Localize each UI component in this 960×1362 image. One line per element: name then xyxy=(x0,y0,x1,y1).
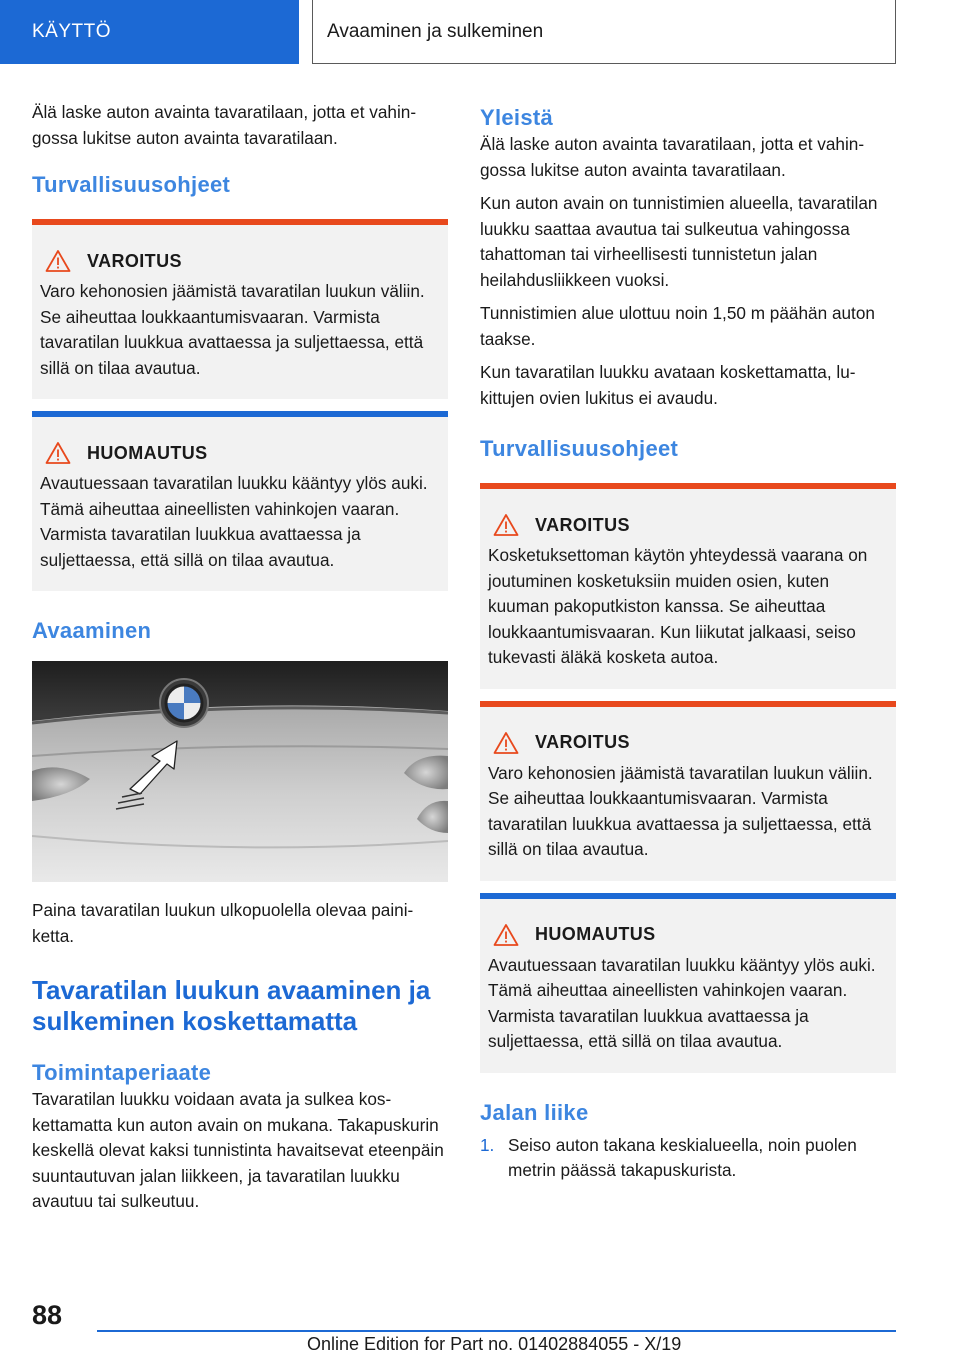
warning-head xyxy=(488,513,888,537)
list-item-text: Seiso auton takana keskialueella, noin puolen metrin päässä takapuskurista. xyxy=(508,1134,857,1180)
general-paragraph-2: Kun auton avain on tunnistimien alueella, tavaratilan luukku saattaa avautua tai sulkeutua vahingossa tahattoman tai virheellisesti tunnistetun jalan heilahdusliikkeen vuoksi. xyxy=(480,193,878,290)
warning-triangle-icon xyxy=(493,923,519,947)
warning-title: VAROITUS xyxy=(535,732,630,752)
warning-triangle-icon xyxy=(45,249,71,273)
notice-head xyxy=(40,441,440,465)
header-section-tab xyxy=(0,0,299,64)
notice-box xyxy=(480,893,896,1073)
warning-title: VAROITUS xyxy=(87,250,182,271)
trunk-button-photo xyxy=(32,661,448,882)
right-safety-heading: Turvallisuusohjeet xyxy=(480,436,679,461)
photo-caption: Paina tavaratilan luukun ulkopuolella olevaa painiketta. xyxy=(32,900,414,946)
warning-title: VAROITUS xyxy=(535,514,630,535)
footer-rule xyxy=(97,1330,896,1332)
general-paragraph-3: Tunnistimien alue ulottuu noin 1,50 m päähän auton taakse. xyxy=(480,303,875,349)
notice-text: Avautuessaan tavaratilan luukku kääntyy ylös auki. Tämä aiheuttaa aineellisten vahinkojen vaaran. Varmista tavaratilan luukkua avattaessa ja suljettaessa, että sillä on tilaa avautua. xyxy=(40,473,428,570)
header-chapter-title xyxy=(312,0,896,64)
header-section-label: KÄYTTÖ xyxy=(32,21,112,42)
principle-heading: Toimintaperiaate xyxy=(32,1060,212,1085)
header-chapter-label: Avaaminen ja sulkeminen xyxy=(327,21,544,42)
foot-motion-heading: Jalan liike xyxy=(480,1099,589,1125)
main-heading: Tavaratilan luukun avaaminen ja sulkeminen koskettamatta xyxy=(32,975,431,1036)
notice-title: HUOMAUTUS xyxy=(535,924,656,944)
right-column xyxy=(480,100,896,1184)
warning-head xyxy=(488,731,888,755)
warning-box xyxy=(480,483,896,689)
left-intro: Älä laske auton avainta tavaratilaan, jotta et vahingossa lukitse auton avainta tavaratilaan. xyxy=(32,102,417,148)
warning-head xyxy=(40,249,440,273)
page-number: 88 xyxy=(32,1300,63,1330)
warning-text: Varo kehonosien jäämistä tavaratilan luukun väliin. Se aiheuttaa loukkaantumisvaaran. Varmista tavaratilan luukkua avattaessa ja suljettaessa, että sillä on tilaa avautua. xyxy=(40,281,425,378)
left-safety-heading: Turvallisuusohjeet xyxy=(32,172,231,197)
general-paragraph-1: Älä laske auton avainta tavaratilaan, jotta et vahingossa lukitse auton avainta tavaratilaan. xyxy=(480,134,865,180)
warning-triangle-icon xyxy=(45,441,71,465)
notice-title: HUOMAUTUS xyxy=(87,442,208,463)
warning-triangle-icon xyxy=(493,731,519,755)
warning-text: Varo kehonosien jäämistä tavaratilan luukun väliin. Se aiheuttaa loukkaantumisvaaran. Varmista tavaratilan luukkua avattaessa ja suljettaessa, että sillä on tilaa avautua. xyxy=(488,762,873,859)
notice-text: Avautuessaan tavaratilan luukku kääntyy ylös auki. Tämä aiheuttaa aineellisten vahinkojen vaaran. Varmista tavaratilan luukkua avattaessa ja suljettaessa, että sillä on tilaa avautua. xyxy=(488,954,876,1051)
warning-text: Kosketuksettoman käytön yhteydessä vaarana on joutuminen kosketuksiin muiden osien, kuten kuuman pakoputkiston kanssa. Se aiheuttaa loukkaantumisvaaran. Kun liikutat jalkaasi, seiso tukevasti äläkä kosketa autoa. xyxy=(488,545,868,667)
list-item-number: 1. xyxy=(480,1134,495,1155)
notice-head xyxy=(488,923,888,947)
notice-box xyxy=(32,411,448,591)
left-column xyxy=(32,100,448,1223)
list-item xyxy=(480,1133,896,1184)
footer-edition: Online Edition for Part no. 01402884055 - X/19 xyxy=(307,1334,682,1354)
warning-box xyxy=(32,219,448,399)
opening-heading: Avaaminen xyxy=(32,618,152,643)
general-paragraph-4: Kun tavaratilan luukku avataan koskettamatta, lukittujen ovien lukitus ei avaudu. xyxy=(480,362,856,408)
warning-triangle-icon xyxy=(493,513,519,537)
warning-box xyxy=(480,701,896,881)
principle-text: Tavaratilan luukku voidaan avata ja sulkea koskettamatta kun auton avain on mukana. Takapuskurin keskellä olevat kaksi tunnistinta havaitsevat eteenpäin suuntautuvan jalan liikkeen, ja tavaratilan luukku avautuu tai sulkeutuu. xyxy=(32,1089,444,1211)
general-heading: Yleistä xyxy=(480,105,554,130)
